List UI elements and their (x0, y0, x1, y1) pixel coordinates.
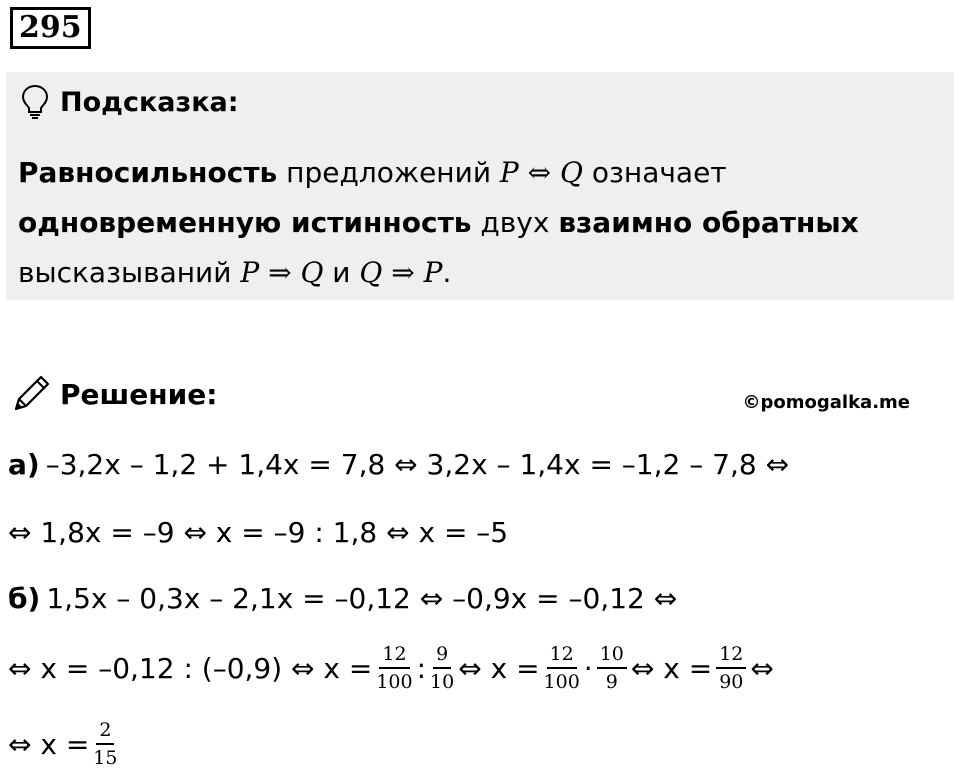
fraction-9-10: $\frac{9}{10}$ (430, 643, 455, 693)
equation-b2-part-4: · (583, 651, 593, 685)
fraction-12-100-second: $\frac{12}{100}$ (543, 643, 580, 693)
hint-math-2: P ⇒ Q (240, 256, 324, 289)
fraction-10-9: $\frac{10}{9}$ (597, 643, 627, 693)
equation-a2: ⇔ 1,8x = –9 ⇔ x = –9 : 1,8 ⇔ x = –5 (8, 515, 509, 549)
hint-text-2: означает (582, 156, 727, 189)
hint-title: Подсказка: (60, 86, 239, 118)
equation-b2-part-3: ⇔ x = (458, 651, 540, 685)
hint-text-1: предложений (277, 156, 500, 189)
part-b-label: б) (8, 581, 41, 615)
hint-bold-1: Равносильность (18, 156, 278, 189)
equation-b1: 1,5x – 0,3x – 2,1x = –0,12 ⇔ –0,9x = –0,12 ⇔ (46, 581, 678, 615)
pencil-icon (10, 373, 52, 415)
hint-math-3: Q ⇒ P (359, 256, 443, 289)
solution-line-a1 (8, 438, 789, 490)
hint-text-6: . (442, 256, 452, 289)
solution-title: Решение: (60, 377, 218, 411)
solution-line-a2 (8, 506, 508, 558)
equation-b2-part-5: ⇔ x = (630, 651, 713, 685)
fraction-12-100: $\frac{12}{100}$ (376, 643, 413, 693)
copyright-text: ©pomogalka.me (742, 392, 910, 413)
solution-line-b2 (8, 642, 774, 694)
equation-b2-part-2: : (416, 651, 427, 685)
equation-b3-part-1: ⇔ x = (8, 727, 90, 761)
solution-line-b3 (8, 718, 121, 770)
hint-bold-3: взаимно обратных (558, 206, 859, 239)
equation-a1: –3,2x – 1,2 + 1,4x = 7,8 ⇔ 3,2x – 1,4x = –1,2 – 7,8 ⇔ (45, 447, 790, 481)
part-a-label: а) (8, 447, 40, 481)
lightbulb-icon (20, 84, 50, 120)
equation-b2-part-6: ⇔ (750, 651, 774, 685)
fraction-12-90: $\frac{12}{90}$ (716, 643, 746, 693)
hint-text-4: высказываний (18, 256, 241, 289)
hint-header (20, 84, 239, 120)
task-number: 295 (10, 7, 91, 49)
hint-text-3: двух (471, 206, 559, 239)
hint-math-1: P ⇔ Q (499, 156, 583, 189)
equation-b2-part-1: ⇔ x = –0,12 : (–0,9) ⇔ x = (8, 651, 373, 685)
hint-panel (6, 72, 954, 300)
solution-line-b1 (8, 572, 677, 624)
hint-text-5: и (323, 256, 360, 289)
hint-bold-2: одновременную истинность (18, 206, 472, 239)
fraction-2-15: $\frac{2}{15}$ (93, 719, 118, 769)
hint-text (18, 148, 934, 298)
solution-header (10, 372, 217, 416)
